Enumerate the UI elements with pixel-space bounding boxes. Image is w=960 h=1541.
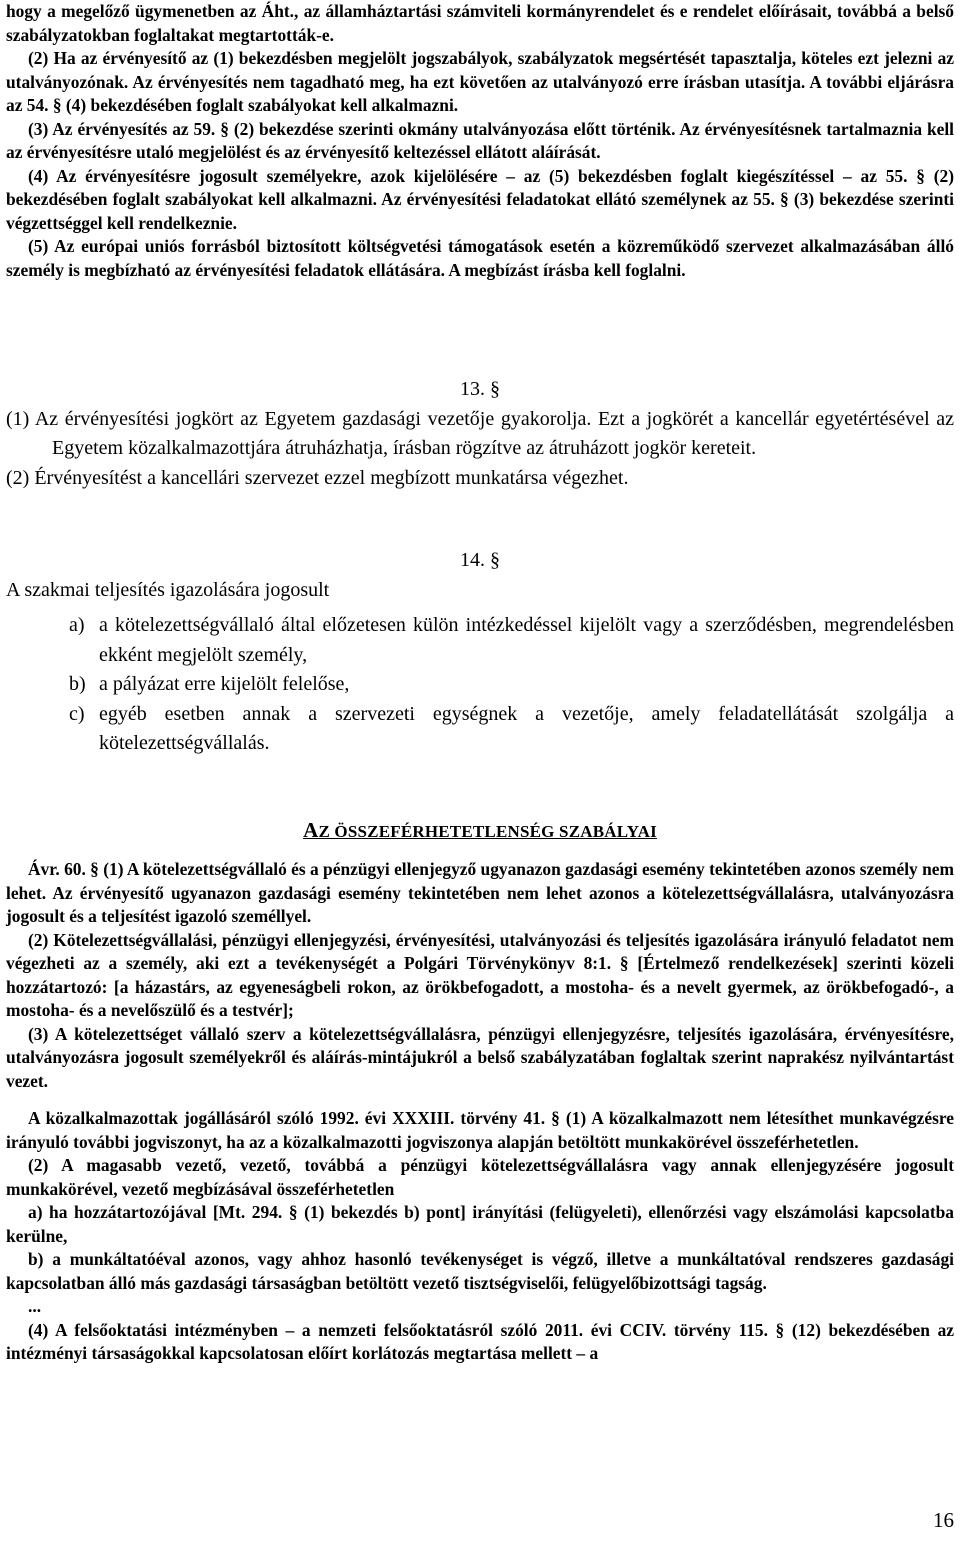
paragraph-5: (5) Az európai uniós forrásból biztosított költségvetési támogatások esetén a közreműködő szervezet alkalmazásában álló személy is megbízható az érvényesítési feladatok ellátására. A megbízást írásba kell foglalni.	[6, 236, 954, 280]
paragraph-kjt-41-2a: a) ha hozzátartozójával [Mt. 294. § (1) bekezdés b) pont] irányítási (felügyeleti), ellenőrzési vagy elszámolási kapcsolatba kerülne,	[6, 1202, 954, 1246]
section-13-paragraph-1: (1) Az érvényesítési jogkört az Egyetem gazdasági vezetője gyakorolja. Ezt a jogkörét a kancellár egyetértésével az Egyetem közalkalmazottjára átruházhatja, írásban rögzítve az átruházott jogkör kereteit.	[6, 407, 954, 459]
bottom-text-block	[0, 858, 960, 1366]
paragraph-avr-60-3: (3) A kötelezettséget vállaló szerv a kötelezettségvállalásra, pénzügyi ellenjegyzésre, teljesítés igazolására, érvényesítésre, utalványozásra jogosult személyekről és aláírás-mintájukról a belső szabályzatában foglaltak szerint naprakész nyilvántartást vezet.	[6, 1023, 954, 1091]
list-item-text: a pályázat erre kijelölt felelőse,	[99, 673, 350, 695]
section-13-paragraph-2: (2) Érvényesítést a kancellári szervezet ezzel megbízott munkatársa végezhet.	[6, 466, 629, 489]
list-item	[0, 700, 960, 759]
section-14-list	[0, 611, 960, 759]
page-number: 16	[933, 1508, 954, 1532]
section-heading	[0, 818, 960, 843]
spacer	[0, 1093, 960, 1107]
section-14-number: 14. §	[460, 549, 500, 571]
paragraph-kjt-41-2b: b) a munkáltatóéval azonos, vagy ahhoz hasonló tevékenységet is végző, illetve a munkáltatóval rendszeres gazdasági kapcsolatban álló más gazdasági társaságban betöltött vezető tisztségviselői, felügyelőbizottsági tagság.	[6, 1249, 954, 1293]
paragraph-3: (3) Az érvényesítés az 59. § (2) bekezdése szerinti okmány utalványozása előtt történik. Az érvényesítésnek tartalmaznia kell az érvényesítésre utaló megjelölést és az érvényesítő keltezéssel ellátott aláírását.	[6, 118, 954, 162]
paragraph-avr-60-2: (2) Kötelezettségvállalási, pénzügyi ellenjegyzési, érvényesítési, utalványozási és teljesítés igazolására irányuló feladatot nem végezheti az a személy, aki ezt a tevékenységét a Polgári Törvénykönyv 8:1. § [Értelmező rendelkezések] szerinti közeli hozzátartozó: [a házastárs, az egyeneságbeli rokon, az örökbefogadott, a mostoha- és a nevelt gyermek, az örökbefogadó-, a mostoha- és a nevelőszülő és a testvér];	[6, 929, 954, 1020]
section-13	[0, 375, 960, 493]
paragraph-kjt-41-2: (2) A magasabb vezető, vezető, továbbá a pénzügyi kötelezettségvállalásra vagy annak ellenjegyzésére jogosult munkakörével, vezető megbízásával összeférhetetlen	[6, 1155, 954, 1199]
list-item-label: b)	[69, 673, 86, 695]
paragraph-avr-60-1: Ávr. 60. § (1) A kötelezettségvállaló és a pénzügyi ellenjegyző ugyanazon gazdasági esemény tekintetében azonos személy nem lehet. Az érvényesítő ugyanazon gazdasági esemény tekintetében nem lehet azonos a kötelezettségvállalásra, utalványozásra jogosult és a teljesítést igazoló személlyel.	[6, 859, 954, 926]
paragraph-2: (2) Ha az érvényesítő az (1) bekezdésben megjelölt jogszabályok, szabályzatok megsértését tapasztalja, köteles ezt jelezni az utalványozónak. Az érvényesítés nem tagadható meg, ha ezt követően az utalványozó erre írásban utasítja. A további eljárásra az 54. § (4) bekezdésében foglalt szabályokat kell alkalmazni.	[6, 48, 954, 115]
paragraph-kjt-41-1: A közalkalmazottak jogállásáról szóló 1992. évi XXXIII. törvény 41. § (1) A közalkalmazott nem létesíthet munkavégzésre irányuló további jogviszonyt, ha az a közalkalmazotti jogviszonya alapján betöltött munkakörével összeférhetetlen.	[6, 1108, 954, 1152]
list-item-text: a kötelezettségvállaló által előzetesen külön intézkedéssel kijelölt vagy a szerződésben, megrendelésben ekként megjelölt személy,	[99, 614, 954, 666]
paragraph-ellipsis: ...	[28, 1296, 42, 1316]
list-item	[0, 670, 960, 700]
list-item-label: a)	[69, 614, 85, 636]
section-13-number: 13. §	[460, 378, 500, 400]
paragraph-4: (4) Az érvényesítésre jogosult személyekre, azok kijelölésére – az (5) bekezdésben foglalt kiegészítéssel – az 55. § (2) bekezdésében foglalt szabályokat kell alkalmazni. Az érvényesítési feladatokat ellátó személynek az 55. § (3) bekezdése szerinti végzettséggel kell rendelkeznie.	[6, 165, 954, 233]
top-text-block	[0, 0, 960, 282]
paragraph-continuation: hogy a megelőző ügymenetben az Áht., az államháztartási számviteli kormányrendelet és e rendelet előírásait, továbbá a belső szabályzatokban foglaltakat megtartották-e.	[6, 1, 954, 45]
list-item-text: egyéb esetben annak a szervezeti egységnek a vezetője, amely feladatellátását szolgálja a kötelezettségvállalás.	[99, 702, 954, 754]
paragraph-kjt-41-4: (4) A felsőoktatási intézményben – a nemzeti felsőoktatásról szóló 2011. évi CCIV. törvény 115. § (12) bekezdésében az intézményi társaságokkal kapcsolatosan előírt korlátozás megtartása mellett – a	[6, 1319, 954, 1363]
section-14-intro: A szakmai teljesítés igazolására jogosult	[6, 578, 330, 601]
heading-rest: Z ÖSSZEFÉRHETETLENSÉG SZABÁLYAI	[318, 822, 657, 841]
list-item-label: c)	[69, 702, 85, 725]
section-14	[0, 546, 960, 759]
list-item	[0, 611, 960, 670]
heading-initial: A	[303, 818, 319, 842]
